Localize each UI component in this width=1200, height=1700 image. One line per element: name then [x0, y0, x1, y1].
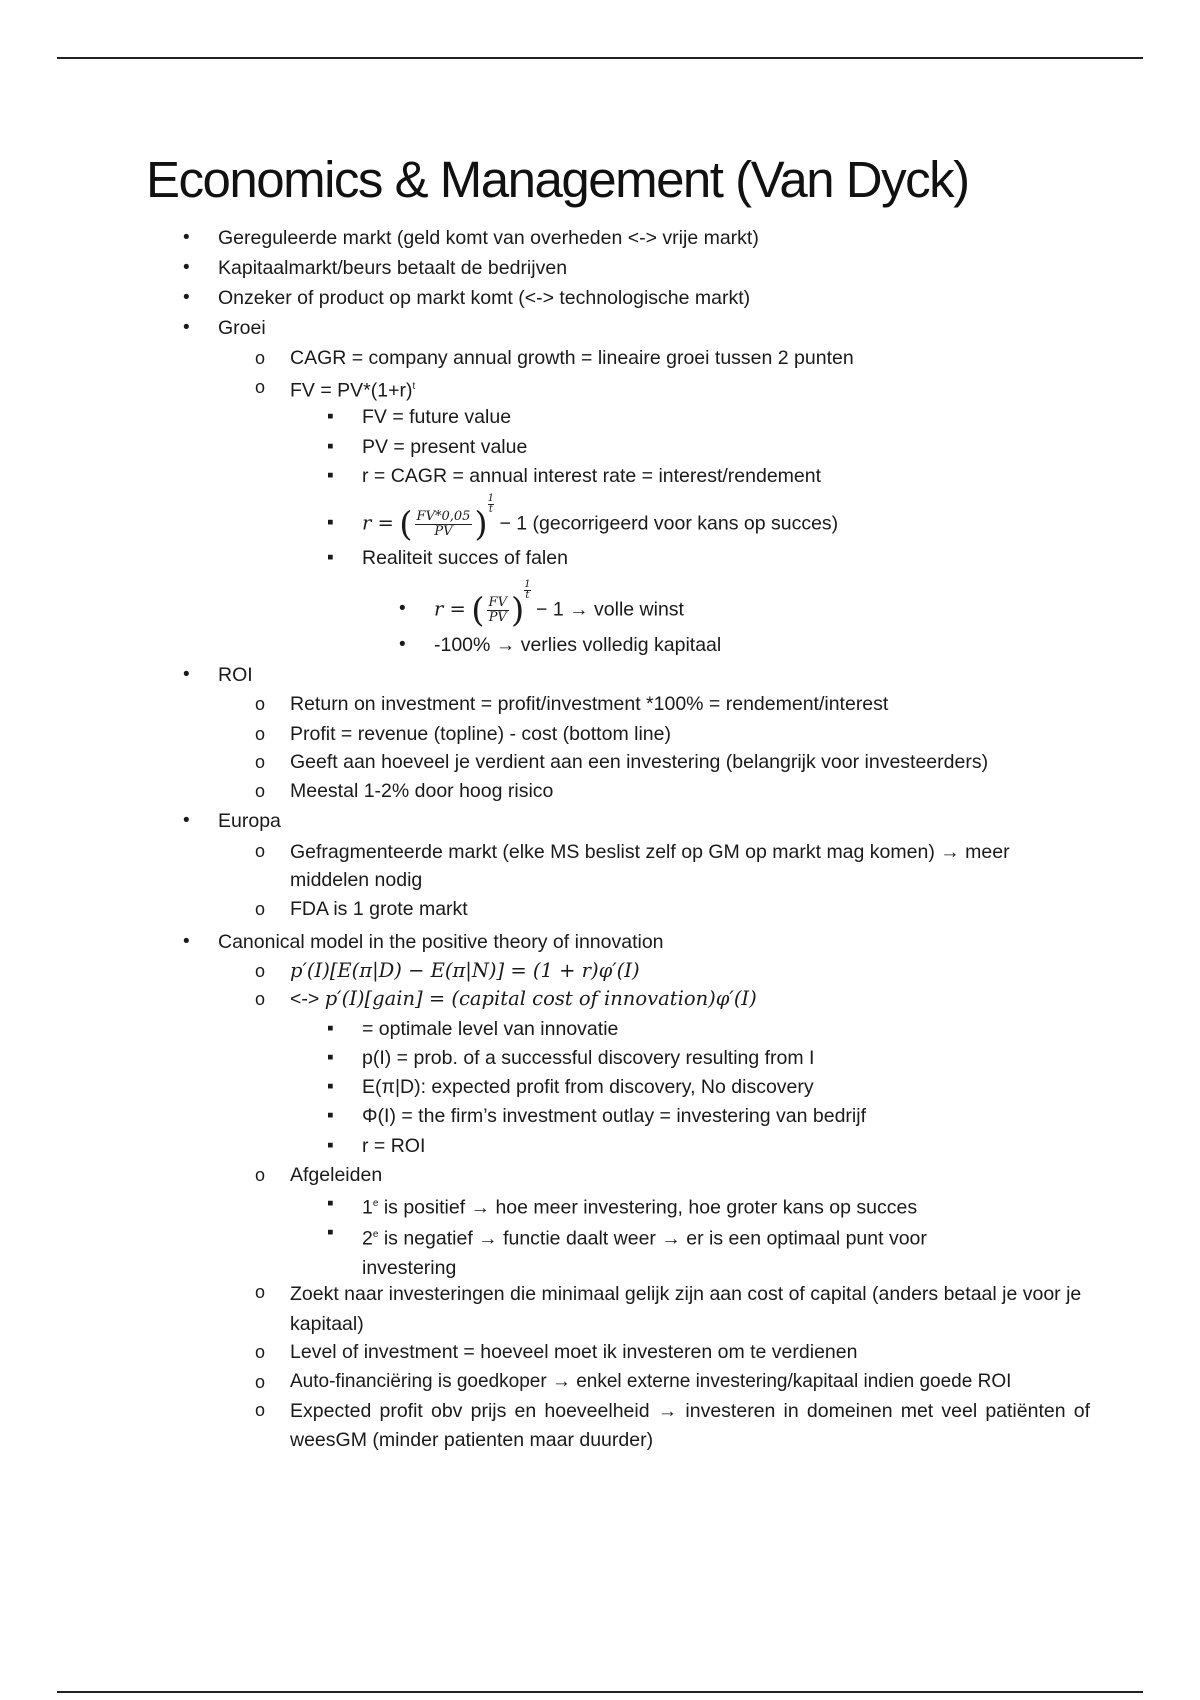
fv-formula-exponent: t [412, 381, 416, 392]
list-item: r = CAGR = annual interest rate = interest/rendement [362, 465, 822, 487]
list-item: FV = future value [362, 406, 512, 428]
equation: p′(I)[gain] = (capital cost of innovation)φ′(I) [324, 987, 757, 1010]
list-item: 1e is positief → hoe meer investering, hoe groter kans op succes [362, 1196, 918, 1219]
sub-bullet [255, 896, 265, 923]
bullet [183, 285, 190, 311]
list-item: CAGR = company annual growth = lineaire groei tussen 2 punten [290, 347, 854, 369]
bullet [399, 596, 406, 622]
corrected-r-formula: r = ( $\frac{FV*0,05}{PV}$ ) $\frac{1}{t}$ − 1 (gecorrigeerd voor kans op succes) [362, 493, 839, 545]
list-item: Gefragmenteerde markt (elke MS beslist zelf op GM op markt mag komen) → meer middelen nodig [290, 841, 1010, 891]
square-bullet [327, 1103, 334, 1129]
bullet [183, 662, 190, 688]
list-item: = optimale level van innovatie [362, 1018, 619, 1040]
bullet [183, 315, 190, 341]
equation: p′(I)[E(π|D) − E(π|N)] = (1 + r)φ′(I) [290, 959, 640, 982]
list-item: 2e is negatief → functie daalt weer → er is een optimaal punt voor investering [362, 1227, 927, 1279]
sub-bullet [255, 345, 265, 372]
fv-formula: FV = PV*(1+r) [290, 379, 413, 402]
list-item: FDA is 1 grote markt [290, 898, 468, 920]
list-item: p(I) = prob. of a successful discovery resulting from I [362, 1047, 815, 1069]
square-bullet [327, 404, 334, 430]
sub-bullet [255, 778, 265, 805]
sub-bullet [255, 749, 265, 776]
square-bullet [327, 463, 334, 489]
exponent-fraction: $\frac{1}{t}$ [487, 493, 495, 515]
square-bullet [327, 1016, 334, 1042]
list-item: Expected profit obv prijs en hoeveelheid → investeren in domeinen met veel patiënten of weesGM (minder patienten maar duurder) [290, 1400, 1090, 1451]
list-item: E(π|D): expected profit from discovery, No discovery [362, 1076, 814, 1098]
square-bullet [327, 1074, 334, 1100]
sub-bullet [255, 1369, 265, 1396]
footer-rule [57, 1691, 1143, 1693]
sub-bullet [255, 374, 265, 401]
page-title: Economics & Management (Van Dyck) [146, 151, 969, 208]
bullet [183, 808, 190, 834]
square-bullet [327, 1220, 334, 1246]
sub-bullet [255, 721, 265, 748]
sub-bullet [255, 986, 265, 1013]
sub-bullet [255, 1339, 265, 1366]
bullet [399, 632, 406, 658]
list-item: Onzeker of product op markt komt (<-> technologische markt) [218, 287, 751, 309]
square-bullet [327, 1045, 334, 1071]
sub-bullet [255, 838, 265, 865]
list-item: -100% → verlies volledig kapitaal [434, 634, 722, 656]
list-item: <-> p′(I)[gain] = (capital cost of innovation)φ′(I) [290, 987, 757, 1010]
list-item: Profit = revenue (topline) - cost (bottom line) [290, 723, 671, 745]
list-item: Auto-financiëring is goedkoper → enkel externe investering/kapitaal indien goede ROI [290, 1371, 1012, 1392]
list-item: Afgeleiden [290, 1164, 383, 1186]
list-item: Groei [218, 317, 266, 339]
square-bullet [327, 1133, 334, 1159]
list-item: Realiteit succes of falen [362, 547, 568, 569]
sub-bullet [255, 1279, 265, 1306]
bullet [183, 225, 190, 251]
fraction: $\frac{FV}{PV}$ [488, 595, 507, 625]
sub-bullet [255, 691, 265, 718]
list-item [290, 374, 415, 404]
sub-bullet [255, 958, 265, 985]
list-item: Canonical model in the positive theory of innovation [218, 931, 664, 953]
list-item: Kapitaalmarkt/beurs betaalt de bedrijven [218, 257, 568, 279]
list-item: Level of investment = hoeveel moet ik investeren om te verdienen [290, 1341, 858, 1363]
list-item: r = ROI [362, 1135, 426, 1157]
list-item: Zoekt naar investeringen die minimaal gelijk zijn aan cost of capital (anders betaal je voor je kapitaal) [290, 1283, 1082, 1335]
square-bullet [327, 434, 334, 460]
list-item: Return on investment = profit/investment *100% = rendement/interest [290, 693, 889, 715]
full-r-formula: r = ( $\frac{FV}{PV}$ ) $\frac{1}{t}$ − 1 → volle winst [434, 579, 684, 631]
list-item: Europa [218, 810, 281, 832]
fraction: $\frac{FV*0,05}{PV}$ [416, 509, 471, 539]
header-rule [57, 57, 1143, 59]
bullet [183, 929, 190, 955]
bullet [183, 255, 190, 281]
exponent-fraction: $\frac{1}{t}$ [524, 579, 531, 601]
list-item: Gereguleerde markt (geld komt van overheden <-> vrije markt) [218, 227, 759, 249]
list-item: Φ(I) = the firm’s investment outlay = investering van bedrijf [362, 1105, 867, 1127]
list-item: ROI [218, 664, 253, 686]
square-bullet [327, 510, 334, 536]
list-item: Geeft aan hoeveel je verdient aan een investering (belangrijk voor investeerders) [290, 751, 989, 773]
sub-bullet [255, 1162, 265, 1189]
square-bullet [327, 545, 334, 571]
sub-bullet [255, 1397, 265, 1424]
list-item: Meestal 1-2% door hoog risico [290, 780, 554, 802]
square-bullet [327, 1191, 334, 1217]
list-item: PV = present value [362, 436, 528, 458]
